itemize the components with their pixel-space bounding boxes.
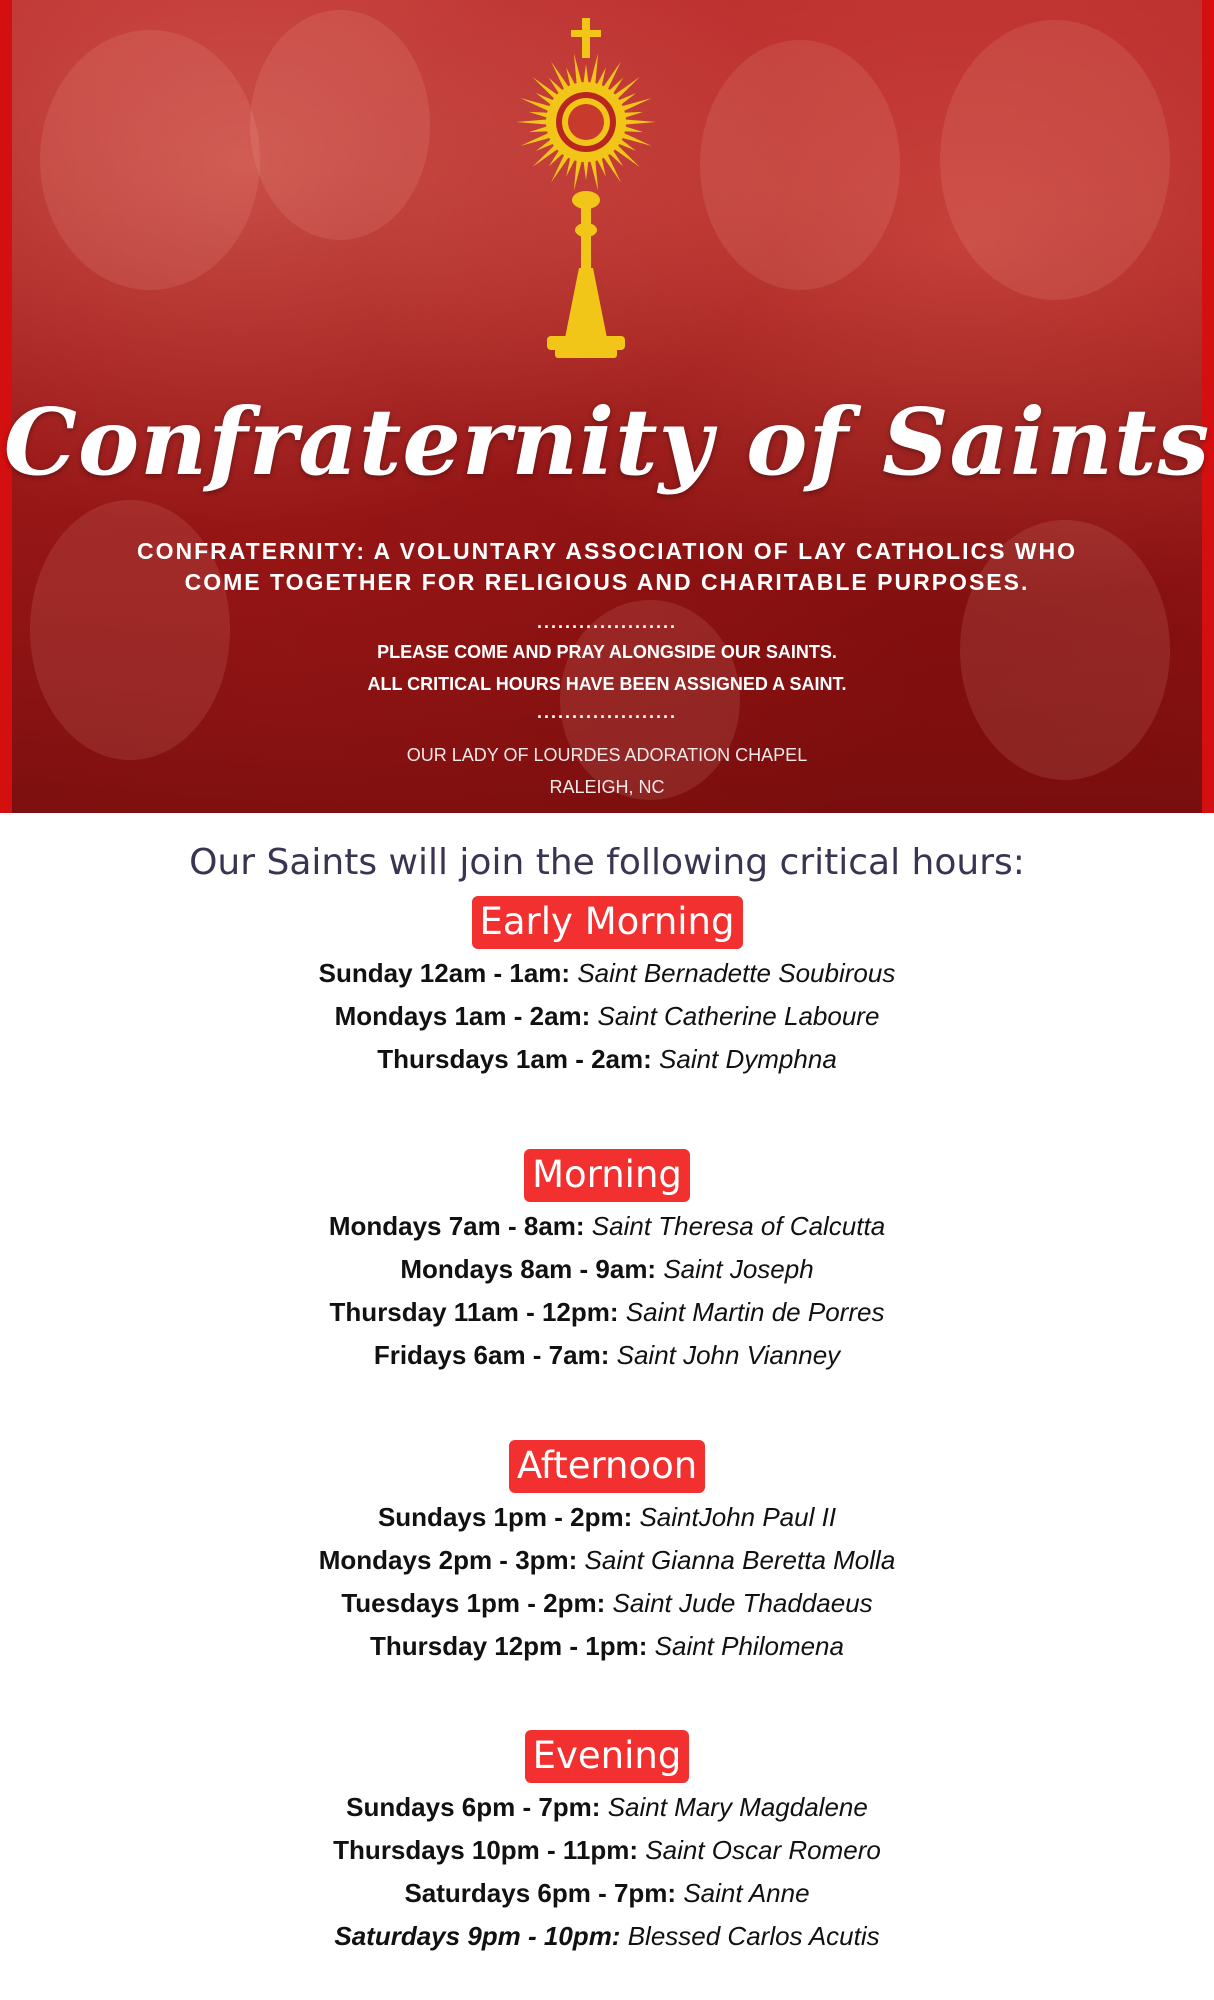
section-badge: Morning: [524, 1149, 690, 1202]
section-afternoon: [0, 1440, 1214, 1668]
schedule-row: Mondays 2pm - 3pm: Saint Gianna Beretta Molla: [318, 1545, 896, 1575]
monstrance-ray: [574, 53, 582, 85]
schedule-row: Thursday 12pm - 1pm: Saint Philomena: [370, 1631, 844, 1661]
schedule-row: Tuesdays 1pm - 2pm: Saint Jude Thaddaeus: [341, 1588, 873, 1618]
monstrance-ray: [590, 159, 598, 191]
section-badge: Early Morning: [472, 896, 743, 949]
schedule-row: Sundays 6pm - 7pm: Saint Mary Magdalene: [346, 1792, 868, 1822]
schedule-row: Mondays 7am - 8am: Saint Theresa of Calcutta: [328, 1211, 886, 1241]
saint-portrait-shape: [40, 30, 260, 290]
dotted-divider: ....................: [536, 612, 678, 632]
monstrance-ray: [624, 119, 656, 124]
monstrance-ray: [551, 153, 569, 182]
invite-line-1: PLEASE COME AND PRAY ALONGSIDE OUR SAINTS.: [377, 642, 837, 662]
schedule-row: Thursday 11am - 12pm: Saint Martin de Porres: [329, 1297, 885, 1327]
hero-title: Confraternity of Saints: [3, 388, 1211, 496]
section-evening: [0, 1730, 1214, 1958]
location-line-2: RALEIGH, NC: [549, 777, 665, 797]
monstrance-ray: [532, 77, 558, 100]
schedule-row: Saturdays 6pm - 7pm: Saint Anne: [404, 1878, 810, 1908]
monstrance-ray: [603, 61, 621, 90]
dotted-divider: ....................: [536, 702, 678, 722]
hero-banner: [0, 0, 1214, 813]
monstrance-ray: [532, 144, 558, 167]
section-badge: Evening: [525, 1730, 690, 1783]
schedule-row: Thursdays 10pm - 11pm: Saint Oscar Romero: [333, 1835, 881, 1865]
monstrance-ray: [603, 153, 621, 182]
invite-line-2: ALL CRITICAL HOURS HAVE BEEN ASSIGNED A SAINT.: [367, 674, 847, 694]
monstrance-ray: [583, 160, 588, 180]
section-early-morning: [0, 896, 1214, 1081]
monstrance-ray: [551, 61, 569, 90]
schedule-row: Sunday 12am - 1am: Saint Bernadette Soubirous: [318, 958, 896, 988]
saint-portrait-shape: [250, 10, 430, 240]
monstrance-icon: [511, 18, 661, 383]
location-line-1: OUR LADY OF LOURDES ADORATION CHAPEL: [406, 745, 808, 765]
schedule-row: Fridays 6am - 7am: Saint John Vianney: [373, 1340, 841, 1370]
saint-portrait-shape: [940, 20, 1170, 300]
intro-heading: Our Saints will join the following critical hours:: [189, 842, 1025, 883]
monstrance-ray: [583, 64, 588, 84]
monstrance-ray: [516, 119, 548, 124]
monstrance-ray: [623, 126, 643, 132]
monstrance-ray: [613, 144, 639, 167]
monstrance-ray: [574, 159, 582, 191]
monstrance-ray: [529, 126, 549, 132]
monstrance-ray: [623, 112, 643, 118]
monstrance-ray: [529, 112, 549, 118]
schedule-row: Saturdays 9pm - 10pm: Blessed Carlos Acutis: [334, 1921, 880, 1951]
section-morning: [0, 1149, 1214, 1377]
monstrance-ray: [590, 53, 598, 85]
schedule-row: Mondays 1am - 2am: Saint Catherine Laboure: [334, 1001, 880, 1031]
monstrance-ray: [613, 77, 639, 100]
section-badge: Afternoon: [509, 1440, 705, 1493]
definition-line-2: COME TOGETHER FOR RELIGIOUS AND CHARITABLE PURPOSES.: [184, 569, 1030, 595]
saint-portrait-shape: [700, 40, 900, 290]
schedule-row: Mondays 8am - 9am: Saint Joseph: [400, 1254, 814, 1284]
schedule-row: Thursdays 1am - 2am: Saint Dymphna: [377, 1044, 837, 1074]
definition-line-1: CONFRATERNITY: A VOLUNTARY ASSOCIATION OF LAY CATHOLICS WHO: [136, 538, 1078, 564]
schedule-row: Sundays 1pm - 2pm: SaintJohn Paul II: [377, 1502, 837, 1532]
